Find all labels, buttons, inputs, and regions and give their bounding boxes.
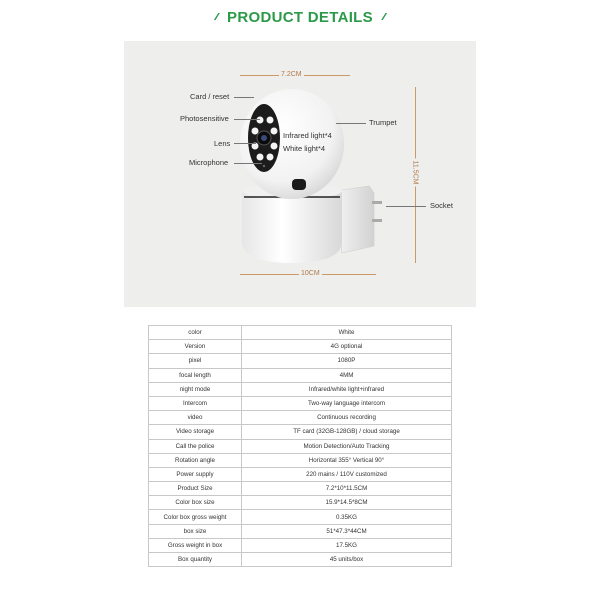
width-bottom-dimension: 10CM [301, 270, 320, 277]
table-row [149, 354, 452, 368]
leader-trumpet [336, 123, 366, 124]
spec-value: 15.9*14.5*8CM [242, 496, 452, 510]
spec-key: Power supply [149, 467, 242, 481]
camera-illustration [124, 41, 476, 307]
table-row [149, 326, 452, 340]
spec-key: video [149, 411, 242, 425]
spec-value: Horizontal 355° Vertical 90° [242, 453, 452, 467]
spec-value: Motion Detection/Auto Tracking [242, 439, 452, 453]
table-row [149, 396, 452, 410]
label-lens: Lens [214, 139, 231, 148]
spec-value: 51*47.3*44CM [242, 524, 452, 538]
spec-value: 17.5KG [242, 538, 452, 552]
table-row [149, 382, 452, 396]
table-row [149, 453, 452, 467]
spec-key: Gross weight in box [149, 538, 242, 552]
spec-key: Video storage [149, 425, 242, 439]
spec-key: Product Size [149, 482, 242, 496]
spec-key: focal length [149, 368, 242, 382]
label-trumpet: Trumpet [369, 118, 397, 127]
table-row [149, 467, 452, 481]
spec-value: 7.2*10*11.5CM [242, 482, 452, 496]
section-header [0, 4, 600, 30]
table-row [149, 538, 452, 552]
label-microphone: Microphone [189, 158, 229, 167]
left-decoration: ⁄⁄ [215, 11, 218, 23]
spec-key: color [149, 326, 242, 340]
label-infrared-light: Infrared light*4 [283, 131, 332, 140]
spec-value: 4MM [242, 368, 452, 382]
leader-lens [234, 143, 256, 144]
table-row [149, 368, 452, 382]
camera-base [242, 191, 342, 263]
spec-key: Color box gross weight [149, 510, 242, 524]
spec-key: box size [149, 524, 242, 538]
spec-value: Two-way language intercom [242, 396, 452, 410]
table-row [149, 439, 452, 453]
spec-key: pixel [149, 354, 242, 368]
spec-value: 1080P [242, 354, 452, 368]
spec-key: Intercom [149, 396, 242, 410]
spec-value: 45 units/box [242, 553, 452, 567]
spec-value: 4G optional [242, 340, 452, 354]
label-white-light: White light*4 [283, 144, 326, 153]
spec-key: Rotation angle [149, 453, 242, 467]
table-row [149, 411, 452, 425]
spec-key: Version [149, 340, 242, 354]
spec-value: Infrared/white light+infrared [242, 382, 452, 396]
label-photosensitive: Photosensitive [180, 114, 229, 123]
leader-photosensitive [234, 119, 260, 120]
table-row [149, 482, 452, 496]
right-decoration: ⁄⁄ [382, 11, 385, 23]
spec-value: White [242, 326, 452, 340]
leader-microphone [234, 163, 262, 164]
spec-value: Continuous recording [242, 411, 452, 425]
leader-card-reset [234, 97, 254, 98]
spec-key: night mode [149, 382, 242, 396]
spec-value: TF card (32GB-128GB) / cloud storage [242, 425, 452, 439]
spec-key: Box quantity [149, 553, 242, 567]
spec-value: 0.35KG [242, 510, 452, 524]
product-image-panel [124, 41, 476, 307]
spec-key: Color box size [149, 496, 242, 510]
table-row [149, 524, 452, 538]
table-row [149, 510, 452, 524]
table-row [149, 496, 452, 510]
spec-key: Call the police [149, 439, 242, 453]
label-card-reset: Card / reset [190, 92, 230, 101]
label-socket: Socket [430, 201, 453, 210]
spec-value: 220 mains / 110V customized [242, 467, 452, 481]
table-row [149, 340, 452, 354]
spec-table [148, 325, 452, 567]
height-dimension: 11.5CM [411, 160, 419, 185]
table-row [149, 425, 452, 439]
table-row [149, 553, 452, 567]
width-top-dimension: 7.2CM [281, 71, 302, 78]
section-title: PRODUCT DETAILS [227, 8, 373, 26]
leader-socket [386, 206, 426, 207]
